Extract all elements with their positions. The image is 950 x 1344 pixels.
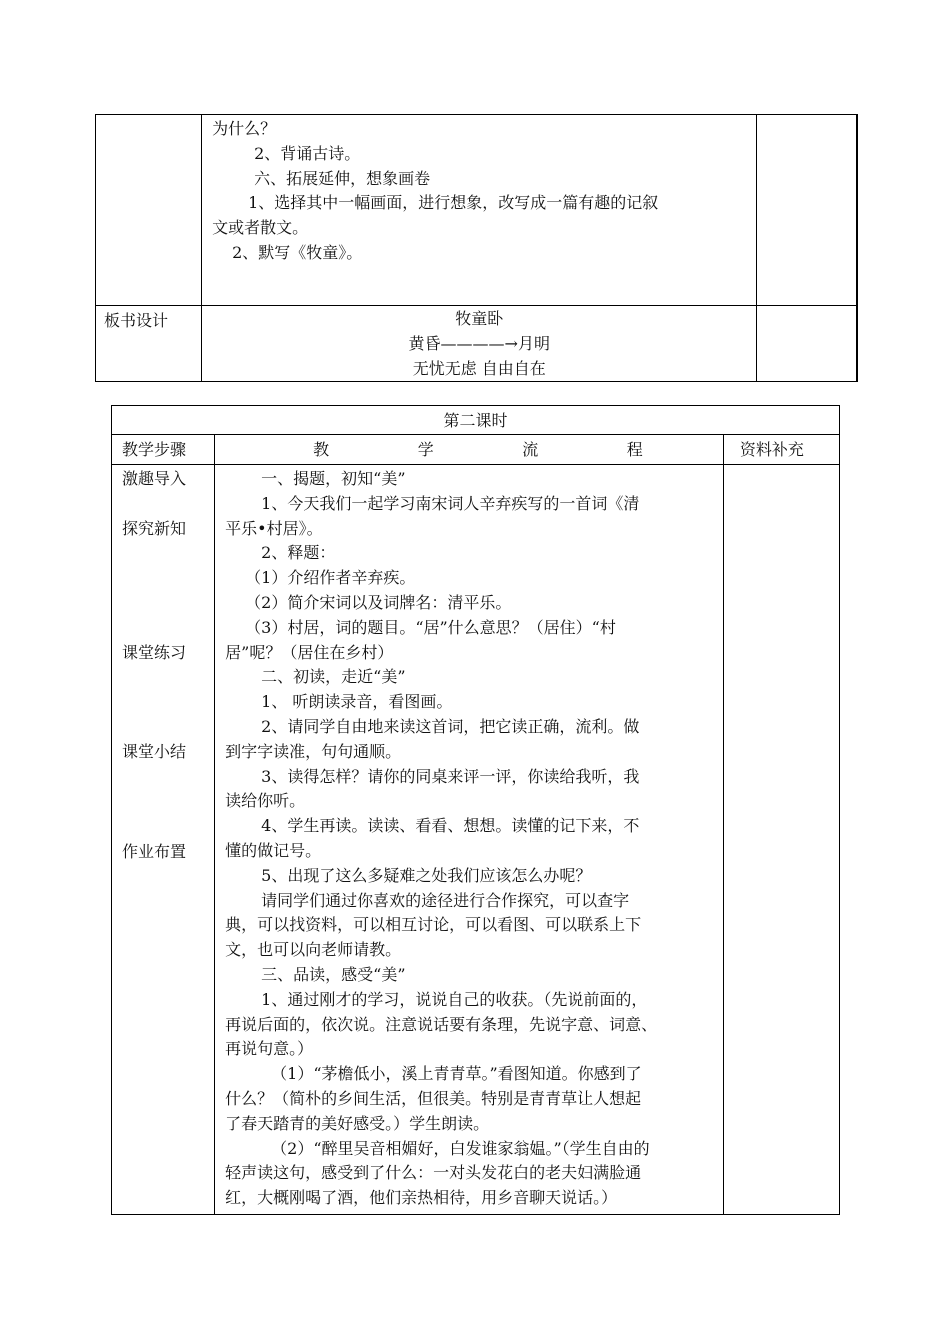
header-flow: [215, 435, 724, 465]
text-line: 六、拓展延伸，想象画卷: [254, 168, 431, 188]
text-line: 典，可以找资料，可以相互讨论，可以看图、可以联系上下: [225, 915, 642, 935]
text-line: 2、背诵古诗。: [254, 143, 361, 163]
text-line: 到字字读准，句句通顺。: [225, 741, 402, 761]
resource-cell-empty: [757, 306, 857, 382]
text-line: 1、选择其中一幅画面，进行想象，改写成一篇有趣的记叙: [248, 193, 659, 213]
text-line: 一、揭题，初知“美”: [261, 469, 406, 488]
text-line: 红，大概刚喝了酒，他们亲热相待，用乡音聊天说话。）: [225, 1188, 618, 1208]
header-steps: 教学步骤: [112, 435, 215, 465]
text-line: 为什么？: [212, 119, 277, 138]
text-line: 3、读得怎样？请你的同桌来评一评，你读给我听，我: [261, 766, 640, 786]
text-line: 读给你听。: [225, 791, 306, 811]
resource-cell-empty: [757, 115, 857, 306]
text-line: 4、学生再读。读读、看看、想想。读懂的记下来，不: [261, 816, 640, 836]
text-line: 懂的做记号。: [225, 840, 322, 860]
text-line: （3）村居，词的题目。“居”什么意思？（居住）“村: [245, 617, 616, 637]
flow-cell: [215, 465, 724, 1215]
text-line: （2）简介宋词以及词牌名：清平乐。: [245, 592, 512, 612]
table-row: [96, 306, 858, 382]
text-line: 再说句意。）: [225, 1039, 314, 1059]
text-line: （2）“醉里吴音相媚好，白发谁家翁媪。”（学生自由的: [271, 1138, 650, 1158]
table-title-row: [112, 406, 840, 435]
text-line: 5、出现了这么多疑难之处我们应该怎么办呢？: [261, 865, 592, 885]
text-line: 二、初读，走近“美”: [261, 667, 406, 687]
header-flow-char: 流: [522, 440, 539, 459]
lesson-table-second: [111, 405, 840, 1215]
board-line: 无忧无虑 自由自在: [412, 358, 546, 378]
board-design-cell: [202, 306, 757, 382]
flow-cell: [202, 115, 757, 306]
text-line: 平乐•村居》。: [225, 518, 323, 538]
text-line: 三、品读，感受“美”: [261, 964, 406, 984]
step-label: 课堂小结: [122, 742, 187, 762]
text-line: （1）介绍作者辛弃疾。: [245, 568, 416, 588]
lesson-title: 第二课时: [112, 406, 840, 435]
text-line: 了春天踏青的美好感受。）学生朗读。: [225, 1113, 490, 1133]
header-flow-char: 程: [626, 440, 643, 459]
step-label: 探究新知: [122, 518, 187, 538]
steps-cell: [112, 465, 215, 1215]
text-line: 再说后面的，依次说。注意说话要有条理，先说字意、词意、: [225, 1014, 658, 1034]
text-line: 1、通过刚才的学习，说说自己的收获。（先说前面的，: [261, 989, 648, 1009]
text-line: 居”呢？（居住在乡村）: [225, 642, 394, 662]
text-line: 文或者散文。: [212, 218, 309, 238]
text-line: 1、 听朗读录音，看图画。: [261, 692, 453, 712]
board-line: 牧童卧: [455, 309, 504, 328]
header-resources: 资料补充: [723, 435, 839, 465]
step-cell-empty: [96, 115, 202, 306]
text-line: 轻声读这句，感受到了什么：一对头发花白的老夫妇满脸通: [225, 1163, 642, 1183]
text-line: 什么？（简朴的乡间生活，但很美。特别是青青草让人想起: [225, 1088, 642, 1108]
text-line: 文，也可以向老师请教。: [225, 940, 402, 960]
board-line: 黄昏————→月明: [408, 333, 550, 353]
table-row: [96, 115, 858, 306]
header-flow-char: 学: [417, 440, 434, 459]
text-line: 2、释题：: [261, 543, 336, 563]
text-line: 1、今天我们一起学习南宋词人辛弃疾写的一首词《清: [261, 493, 640, 513]
board-design-label: 板书设计: [96, 306, 202, 382]
text-line: 2、默写《牧童》。: [232, 242, 363, 262]
table-row: [112, 465, 840, 1215]
lesson-table-continued: [95, 114, 858, 382]
text-line: 请同学们通过你喜欢的途径进行合作探究，可以查字: [261, 890, 630, 910]
header-flow-char: 教: [313, 440, 330, 459]
resource-cell-empty: [723, 465, 839, 1215]
step-label: 激趣导入: [122, 469, 187, 488]
step-label: 作业布置: [122, 842, 187, 862]
text-line: 2、请同学自由地来读这首词，把它读正确，流利。做: [261, 716, 640, 736]
step-label: 课堂练习: [122, 642, 187, 662]
text-line: （1）“茅檐低小，溪上青青草。”看图知道。你感到了: [271, 1064, 642, 1084]
table-header-row: [112, 435, 840, 465]
